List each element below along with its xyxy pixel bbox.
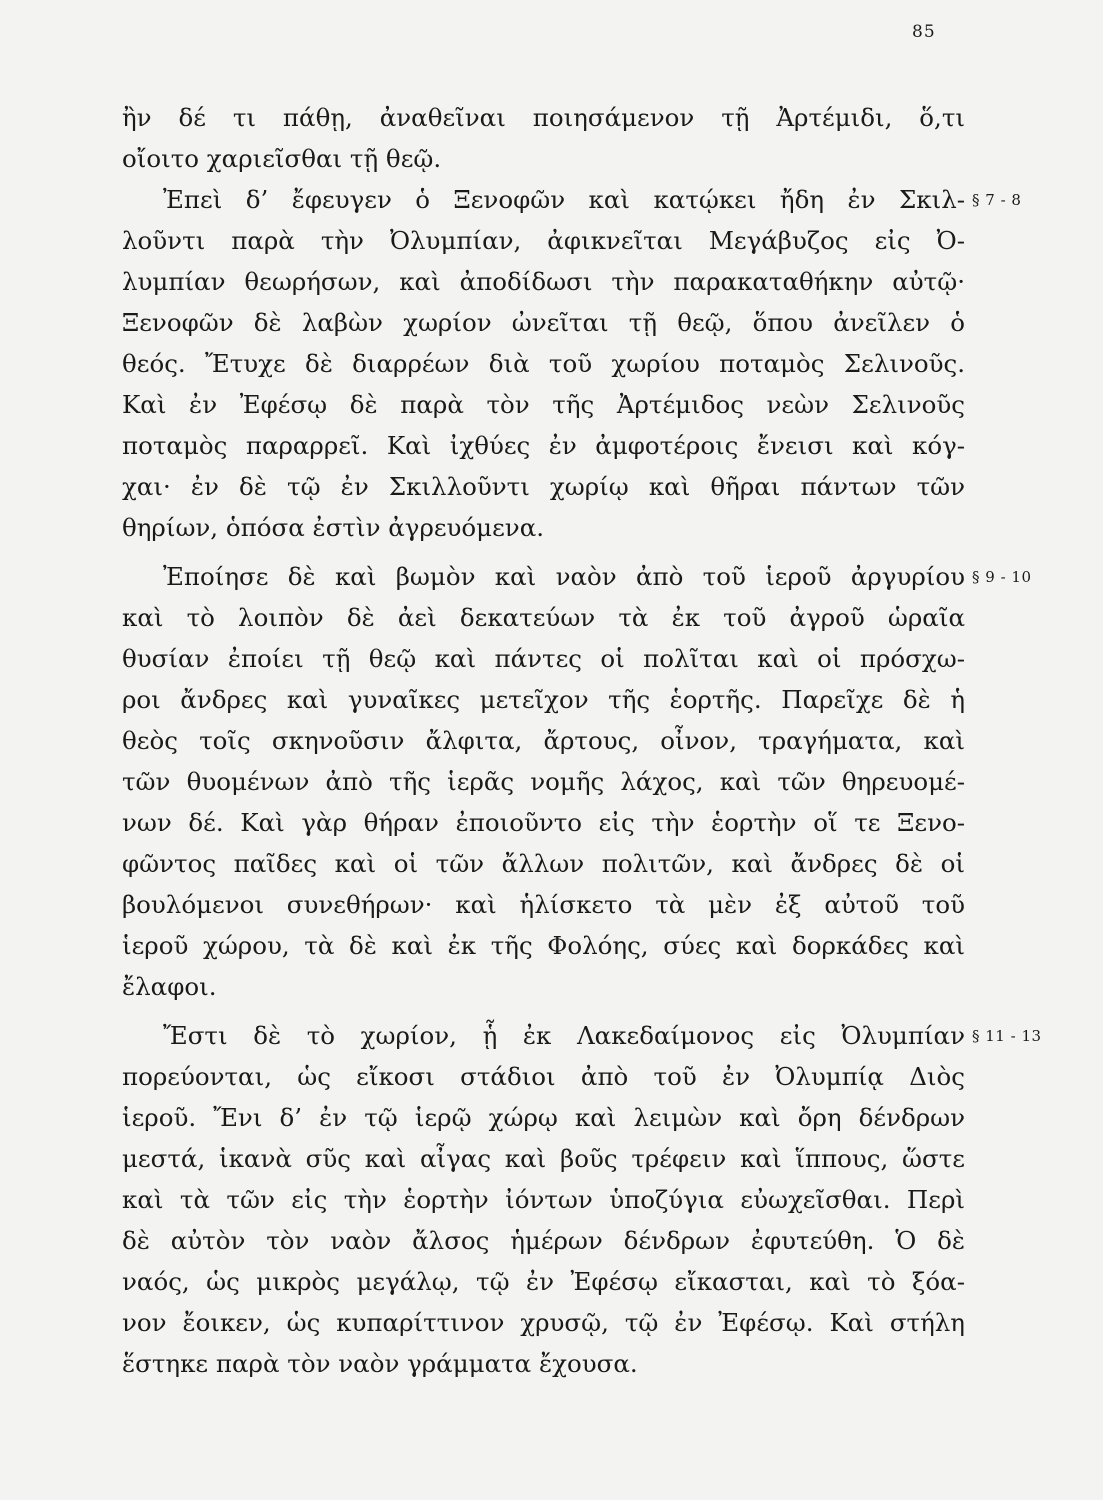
paragraph-first-line: Ἐπεὶ δ’ ἔφευγεν ὁ Ξενοφῶν καὶ κατῴκει ἤδη ἐν Σκιλ- <box>163 185 965 214</box>
text-line: νον ἔοικεν, ὡς κυπαρίττινον χρυσῷ, τῷ ἐν Ἐφέσῳ. Καὶ στήλη <box>122 1308 965 1337</box>
text-line: ἕστηκε παρὰ τὸν ναὸν γράμματα ἔχουσα. <box>122 1349 638 1378</box>
text-line: νων δέ. Καὶ γὰρ θήραν ἐποιοῦντο εἰς τὴν ἑορτὴν οἵ τε Ξενο- <box>122 808 965 837</box>
text-line: λοῦντι παρὰ τὴν Ὀλυμπίαν, ἀφικνεῖται Μεγάβυζος εἰς Ὀ- <box>122 226 965 255</box>
section-marker: § 7 - 8 <box>972 191 1022 209</box>
text-line: καὶ τὰ τῶν εἰς τὴν ἑορτὴν ἰόντων ὑποζύγια εὐωχεῖσθαι. Περὶ <box>122 1185 965 1214</box>
text-line: πορεύονται, ὡς εἴκοσι στάδιοι ἀπὸ τοῦ ἐν Ὀλυμπίᾳ Διὸς <box>122 1062 965 1091</box>
text-line: ἱεροῦ χώρου, τὰ δὲ καὶ ἐκ τῆς Φολόης, σύες καὶ δορκάδες καὶ <box>122 931 965 960</box>
text-line: θεός. Ἔτυχε δὲ διαρρέων διὰ τοῦ χωρίου ποταμὸς Σελινοῦς. <box>122 349 965 378</box>
page-number: 85 <box>912 22 936 42</box>
text-line: ἱεροῦ. Ἔνι δ’ ἐν τῷ ἱερῷ χώρῳ καὶ λειμὼν καὶ ὄρη δένδρων <box>122 1103 965 1132</box>
text-line: χαι· ἐν δὲ τῷ ἐν Σκιλλοῦντι χωρίῳ καὶ θῆραι πάντων τῶν <box>122 472 965 501</box>
text-line: ἢν δέ τι πάθῃ, ἀναθεῖναι ποιησάμενον τῇ Ἀρτέμιδι, ὅ,τι <box>122 103 965 132</box>
text-line: Ξενοφῶν δὲ λαβὼν χωρίον ὠνεῖται τῇ θεῷ, ὅπου ἀνεῖλεν ὁ <box>122 308 965 337</box>
paragraph-first-line: Ἐποίησε δὲ καὶ βωμὸν καὶ ναὸν ἀπὸ τοῦ ἱεροῦ ἀργυρίου <box>163 562 965 591</box>
text-line: θυσίαν ἐποίει τῇ θεῷ καὶ πάντες οἱ πολῖται καὶ οἱ πρόσχω- <box>122 644 965 673</box>
text-line: θηρίων, ὁπόσα ἐστὶν ἀγρευόμενα. <box>122 513 545 542</box>
text-line: μεστά, ἱκανὰ σῦς καὶ αἶγας καὶ βοῦς τρέφειν καὶ ἵππους, ὥστε <box>122 1144 965 1173</box>
text-line: τῶν θυομένων ἀπὸ τῆς ἱερᾶς νομῆς λάχος, καὶ τῶν θηρευομέ- <box>122 767 965 796</box>
paragraph-first-line: Ἔστι δὲ τὸ χωρίον, ᾗ ἐκ Λακεδαίμονος εἰς Ὀλυμπίαν <box>163 1021 965 1050</box>
text-line: βουλόμενοι συνεθήρων· καὶ ἡλίσκετο τὰ μὲν ἐξ αὐτοῦ τοῦ <box>122 890 965 919</box>
text-line: οἴοιτο χαριεῖσθαι τῇ θεῷ. <box>122 144 442 173</box>
section-marker: § 11 - 13 <box>972 1027 1042 1045</box>
text-line: λυμπίαν θεωρήσων, καὶ ἀποδίδωσι τὴν παρακαταθήκην αὐτῷ· <box>122 267 965 296</box>
text-line: Καὶ ἐν Ἐφέσῳ δὲ παρὰ τὸν τῆς Ἀρτέμιδος νεὼν Σελινοῦς <box>122 390 965 419</box>
text-line: ναός, ὡς μικρὸς μεγάλῳ, τῷ ἐν Ἐφέσῳ εἴκασται, καὶ τὸ ξόα- <box>122 1267 965 1296</box>
text-line: φῶντος παῖδες καὶ οἱ τῶν ἄλλων πολιτῶν, καὶ ἄνδρες δὲ οἱ <box>122 849 965 878</box>
section-marker: § 9 - 10 <box>972 568 1032 586</box>
text-line: θεὸς τοῖς σκηνοῦσιν ἄλφιτα, ἄρτους, οἶνον, τραγήματα, καὶ <box>122 726 965 755</box>
text-line: ποταμὸς παραρρεῖ. Καὶ ἰχθύες ἐν ἀμφοτέροις ἔνεισι καὶ κόγ- <box>122 431 965 460</box>
text-line: καὶ τὸ λοιπὸν δὲ ἀεὶ δεκατεύων τὰ ἐκ τοῦ ἀγροῦ ὡραῖα <box>122 603 965 632</box>
text-line: ἔλαφοι. <box>122 972 217 1001</box>
text-line: δὲ αὐτὸν τὸν ναὸν ἄλσος ἡμέρων δένδρων ἐφυτεύθη. Ὁ δὲ <box>122 1226 965 1255</box>
text-line: ροι ἄνδρες καὶ γυναῖκες μετεῖχον τῆς ἑορτῆς. Παρεῖχε δὲ ἡ <box>122 685 965 714</box>
